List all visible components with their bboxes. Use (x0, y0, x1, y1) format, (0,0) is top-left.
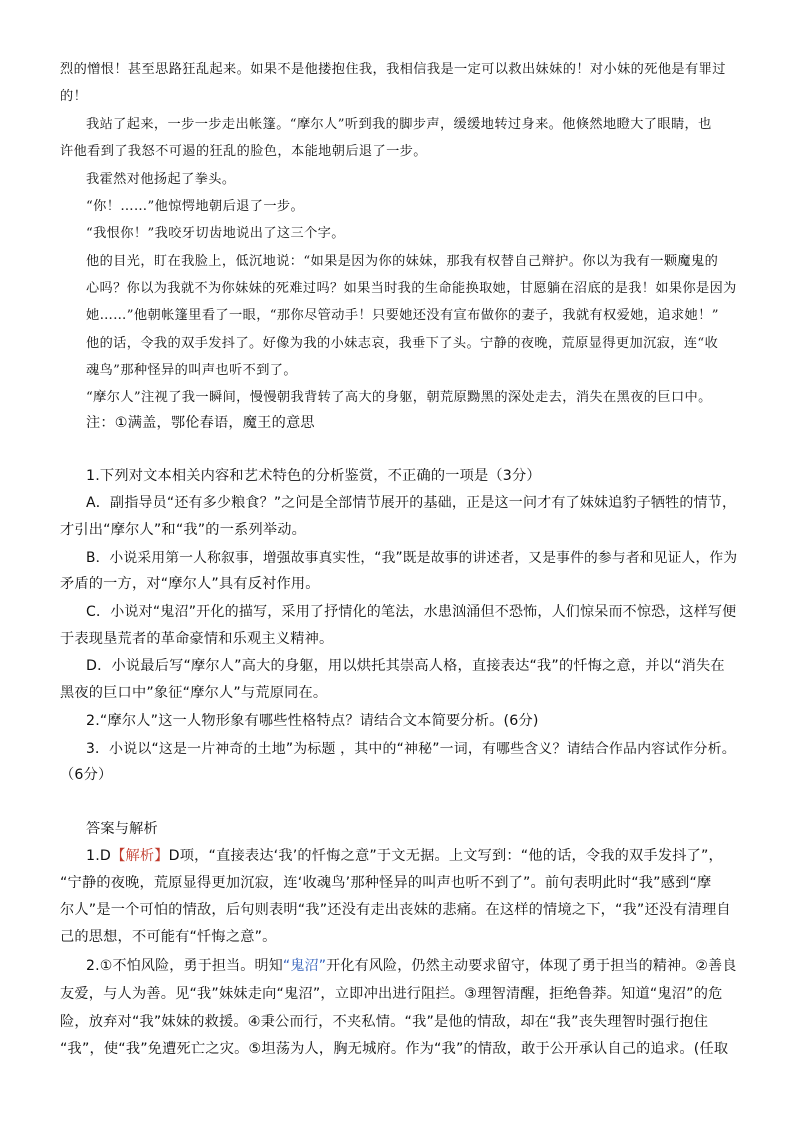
question-1-option-c: C．小说对“鬼沼”开化的描写，采用了抒情化的笔法，水患汹涌但不恐怖，人们惊呆而不惊恐，这样写便 (86, 604, 737, 620)
answer-2-line: 险，放弃对“我”妹妹的救援。④秉公而行，不夹私情。“我”是他的情敌，却在“我”丧失理智时强行抱住 (60, 1014, 709, 1030)
answer-2-text: 开化有风险，仍然主动要求留守，体现了勇于担当的精神。②善良 (326, 958, 737, 974)
question-1-stem: 1.下列对文本相关内容和艺术特色的分析鉴赏，不正确的一项是（3分） (86, 468, 541, 484)
passage-line: 我站了起来，一步一步走出帐篷。“摩尔人”听到我的脚步声，缓缓地转过身来。他倏然地瞪大了眼睛，也 (86, 117, 712, 132)
answer-1-line: “宁静的夜晚，荒原显得更加沉寂，连‘收魂鸟’那种怪异的叫声也听不到了”。前句表明此时“我”感到“摩 (60, 875, 712, 891)
answer-1-line: 尔人”是一个可怕的情敌，后句则表明“我”还没有走出丧妹的悲痛。在这样的情境之下，“我”还没有清理自 (60, 902, 731, 918)
answer-2-text: 2.①不怕风险，勇于担当。明知 (86, 958, 283, 974)
question-3: 3．小说以“这是一片神奇的土地”为标题 ，其中的“神秘”一词，有哪些含义？请结合作品内容试作分析。 (86, 741, 736, 757)
answer-2-line (86, 955, 737, 975)
answer-1-line (86, 845, 723, 865)
question-1-option-b: B．小说采用第一人称叙事，增强故事真实性，“我”既是故事的讲述者，又是事件的参与者和见证人，作为 (86, 550, 738, 566)
passage-line: 我霍然对他扬起了拳头。 (86, 172, 236, 187)
passage-line: 心吗？你以为我就不为你妹妹的死难过吗？如果当时我的生命能换取她，甘愿躺在沼底的是我！如果你是因为 (86, 281, 737, 296)
question-1-option-b-cont: 矛盾的一方，对“摩尔人”具有反衬作用。 (60, 576, 320, 592)
highlighted-term: “鬼沼” (282, 958, 327, 974)
footnote: 注：①满盖，鄂伦春语，魔王的意思 (86, 415, 315, 431)
analysis-tag: 【解析】 (111, 848, 169, 864)
passage-line: “摩尔人”注视了我一瞬间，慢慢朝我背转了高大的身躯，朝荒原黝黑的深处走去，消失在黑夜的巨口中。 (86, 390, 712, 405)
answer-1-text: D项，“直接表达‘我’的忏悔之意”于文无据。上文写到：“他的话，令我的双手发抖了”， (168, 848, 723, 864)
passage-line: 她……”他朝帐篷里看了一眼，“那你尽管动手！只要她还没有宣布做你的妻子，我就有权爱她，追求她！” (86, 308, 719, 323)
passage-line: 他的目光，盯在我脸上，低沉地说：“如果是因为你的妹妹，那我有权替自己辩护。你以为我有一颗魔鬼的 (86, 254, 719, 269)
answer-1-line: 己的思想，不可能有“忏悔之意”。 (60, 929, 277, 945)
question-1-option-a: A．副指导员“还有多少粮食？”之问是全部情节展开的基础，正是这一问才有了妹妹追豹子牺牲的情节， (86, 495, 737, 511)
passage-line: “你！……”他惊愕地朝后退了一步。 (86, 199, 305, 214)
passage-line: 的！ (60, 89, 88, 104)
question-1-option-d: D．小说最后写“摩尔人”高大的身躯，用以烘托其崇高人格，直接表达“我”的忏悔之意，并以“消失在 (86, 658, 725, 674)
answers-heading: 答案与解析 (86, 821, 158, 837)
question-1-option-d-cont: 黑夜的巨口中”象征“摩尔人”与荒原同在。 (60, 685, 328, 701)
answer-2-line: 友爱，与人为善。见“我”妹妹走向“鬼沼”，立即冲出进行阻拦。③理智清醒，拒绝鲁莽。知道“鬼沼”的危 (60, 986, 723, 1002)
passage-line: 他的话，令我的双手发抖了。好像为我的小妹志哀，我垂下了头。宁静的夜晚，荒原显得更加沉寂，连“收 (86, 336, 719, 351)
question-2: 2.“摩尔人”这一人物形象有哪些性格特点？请结合文本简要分析。(6分) (86, 713, 539, 729)
question-1-option-a-cont: 才引出“摩尔人”和“我”的一系列举动。 (60, 522, 307, 538)
passage-line: 烈的憎恨！甚至思路狂乱起来。如果不是他搂抱住我，我相信我是一定可以救出妹妹的！对小妹的死他是有罪过 (60, 62, 726, 77)
question-3-cont: （6分） (60, 767, 113, 783)
passage-line: 魂鸟”那种怪异的叫声也听不到了。 (86, 363, 297, 378)
passage-line: “我恨你！”我咬牙切齿地说出了这三个字。 (86, 226, 345, 241)
passage-line: 许他看到了我怒不可遏的狂乱的脸色，本能地朝后退了一步。 (60, 144, 427, 159)
answer-1-label: 1.D (86, 848, 112, 864)
answer-2-line: “我”，使“我”免遭死亡之灾。⑤坦荡为人，胸无城府。作为“我”的情敌，敢于公开承认自己的追求。(任取 (60, 1041, 729, 1057)
question-1-option-c-cont: 于表现垦荒者的革命豪情和乐观主义精神。 (60, 631, 334, 647)
